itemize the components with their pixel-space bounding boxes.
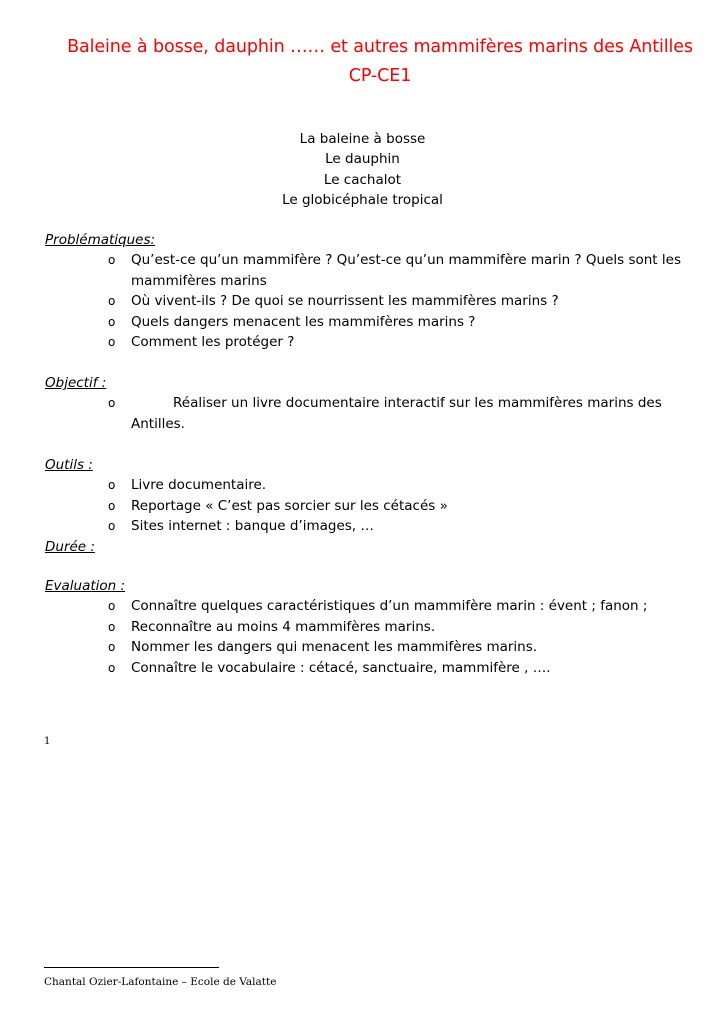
- bullet-icon: o: [108, 498, 116, 513]
- list-item: o Réaliser un livre documentaire interactif sur les mammifères marins des Antilles.: [108, 395, 662, 432]
- bullet-icon: o: [108, 478, 116, 493]
- list-item: o Nommer les dangers qui menacent les mammifères marins.: [45, 637, 695, 657]
- animal-item: Le dauphin: [325, 151, 400, 168]
- section-heading: Outils :: [45, 457, 93, 473]
- bullet-icon: o: [108, 599, 116, 614]
- section-objectif: [45, 373, 695, 434]
- section-problematiques: [45, 230, 695, 352]
- outils-list: [45, 475, 695, 536]
- bullet-icon: o: [108, 396, 116, 411]
- document-title: Baleine à bosse, dauphin …… et autres mammifères marins des Antilles: [67, 37, 693, 57]
- animal-item: Le cachalot: [323, 171, 402, 188]
- list-item: o Qu’est-ce qu’un mammifère ? Qu’est-ce qu’un mammifère marin ? Quels sont les mammifères marins: [108, 252, 681, 289]
- list-item: o Connaître le vocabulaire : cétacé, sanctuaire, mammifère , ….: [45, 658, 695, 678]
- problematiques-list: [45, 250, 695, 352]
- objectif-list: [45, 393, 695, 434]
- footnote-number: 1: [44, 736, 51, 747]
- section-outils: [45, 455, 695, 557]
- section-heading: Objectif :: [45, 375, 107, 391]
- evaluation-list: [45, 596, 695, 678]
- list-item: o Livre documentaire.: [45, 475, 695, 495]
- footer-divider: [44, 967, 219, 968]
- list-item: o Comment les protéger ?: [45, 332, 695, 352]
- animal-item: La baleine à bosse: [299, 131, 426, 147]
- bullet-icon: o: [108, 519, 116, 534]
- section-evaluation: [45, 576, 695, 678]
- bullet-icon: o: [108, 335, 116, 350]
- list-item: o Reconnaître au moins 4 mammifères marins.: [45, 617, 695, 637]
- section-heading: Evaluation :: [45, 578, 126, 594]
- section-heading-duree: Durée :: [45, 538, 95, 555]
- section-heading: Problématiques:: [45, 232, 156, 248]
- animal-list: [0, 129, 725, 211]
- bullet-icon: o: [108, 640, 116, 655]
- list-item: o Quels dangers menacent les mammifères marins ?: [45, 312, 695, 332]
- bullet-icon: o: [108, 294, 116, 309]
- list-item: o Sites internet : banque d’images, …: [45, 516, 695, 536]
- animal-item: Le globicéphale tropical: [282, 192, 443, 209]
- list-item: o Connaître quelques caractéristiques d’un mammifère marin : évent ; fanon ;: [45, 596, 695, 616]
- bullet-icon: o: [108, 314, 116, 329]
- bullet-icon: o: [108, 619, 116, 634]
- bullet-icon: o: [108, 253, 116, 268]
- list-item: o Reportage « C’est pas sorcier sur les cétacés »: [45, 496, 695, 516]
- document-subtitle-level: CP-CE1: [348, 66, 412, 86]
- footer-author: Chantal Ozier-Lafontaine – Ecole de Valatte: [44, 976, 277, 988]
- bullet-icon: o: [108, 660, 116, 675]
- list-item: o Où vivent-ils ? De quoi se nourrissent les mammifères marins ?: [45, 291, 695, 311]
